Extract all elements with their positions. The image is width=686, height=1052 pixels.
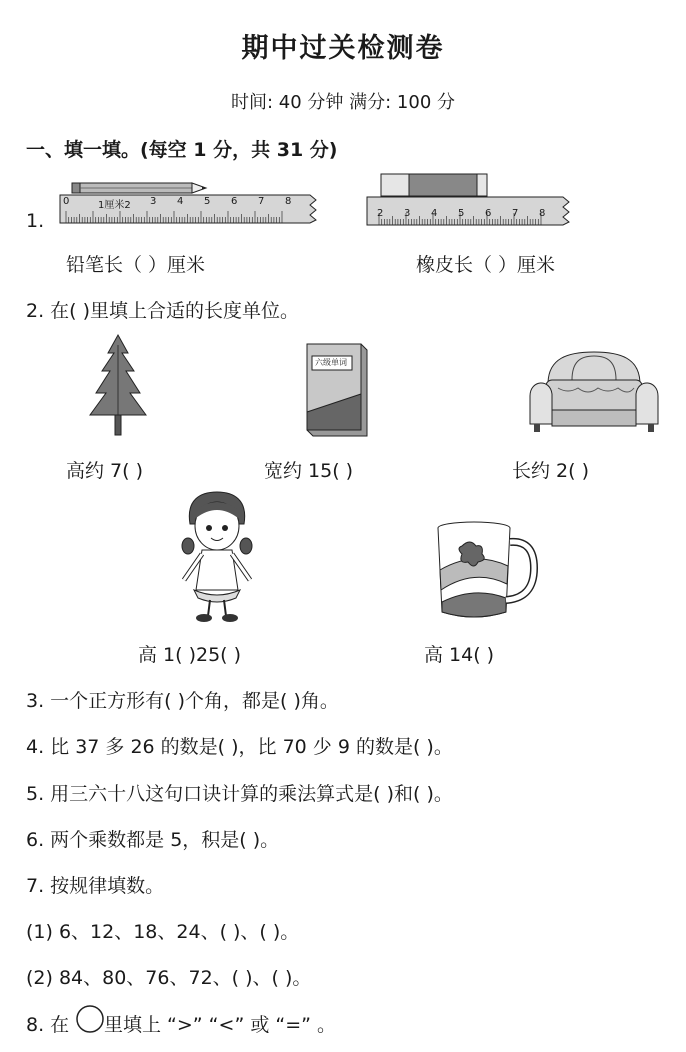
ruler-tick-label: 8: [285, 196, 292, 207]
ruler-tick-label: 1厘米2: [98, 200, 131, 211]
ruler-tick-label: 5: [204, 196, 211, 207]
ruler-tick-label: 0: [63, 196, 70, 207]
question-4: 4. 比 37 多 26 的数是( )，比 70 少 9 的数是( )。: [26, 736, 453, 758]
eraser-image: [381, 173, 491, 197]
ruler-tick-label: 7: [512, 208, 519, 219]
ruler-tick-label: 4: [177, 196, 184, 207]
ruler-tick-label: 4: [431, 208, 438, 219]
cup-image: [434, 520, 538, 624]
ruler-tick-label: 3: [404, 208, 411, 219]
question-2: 2. 在( )里填上合适的长度单位。: [26, 300, 300, 322]
comparison-circle-icon: [75, 1004, 105, 1034]
question-1-number: 1.: [26, 210, 45, 232]
book-caption: 宽约 15( ): [264, 460, 354, 482]
tree-caption: 高约 7( ): [66, 460, 143, 482]
sofa-image: [528, 350, 660, 434]
question-7: 7. 按规律填数。: [26, 875, 165, 897]
girl-caption: 高 1( )25( ): [138, 644, 242, 666]
page-title: 期中过关检测卷: [241, 33, 445, 64]
ruler-tick-label: 3: [150, 196, 157, 207]
exam-info: 时间: 40 分钟 满分: 100 分: [231, 92, 455, 113]
ruler-tick-label: 6: [231, 196, 238, 207]
ruler-tick-label: 7: [258, 196, 265, 207]
ruler-tick-label: 5: [458, 208, 465, 219]
ruler-tick-label: 8: [539, 208, 546, 219]
question-6: 6. 两个乘数都是 5，积是( )。: [26, 829, 280, 851]
pencil-caption: 铅笔长（ ）厘米: [66, 254, 206, 276]
pencil-image: [72, 181, 212, 195]
book-title: 六级单词: [315, 358, 347, 367]
question-5: 5. 用三六十八这句口诀计算的乘法算式是( )和( )。: [26, 783, 453, 805]
question-7-part-1: (1) 6、12、18、24、( )、( )。: [26, 921, 300, 943]
ruler-tick-label: 2: [377, 208, 384, 219]
question-3: 3. 一个正方形有( )个角，都是( )角。: [26, 690, 339, 712]
section-heading: 一、填一填。(每空 1 分，共 31 分): [26, 139, 338, 161]
girl-image: [180, 490, 254, 626]
question-7-part-2: (2) 84、80、76、72、( )、( )。: [26, 967, 312, 989]
eraser-caption: 橡皮长（ ）厘米: [416, 254, 556, 276]
tree-image: [88, 335, 148, 437]
sofa-caption: 长约 2( ): [512, 460, 589, 482]
ruler-tick-label: 6: [485, 208, 492, 219]
cup-caption: 高 14( ): [424, 644, 495, 666]
question-8-suffix: 里填上 “>” “<” 或 “=” 。: [104, 1014, 337, 1036]
question-8-prefix: 8. 在: [26, 1014, 70, 1036]
